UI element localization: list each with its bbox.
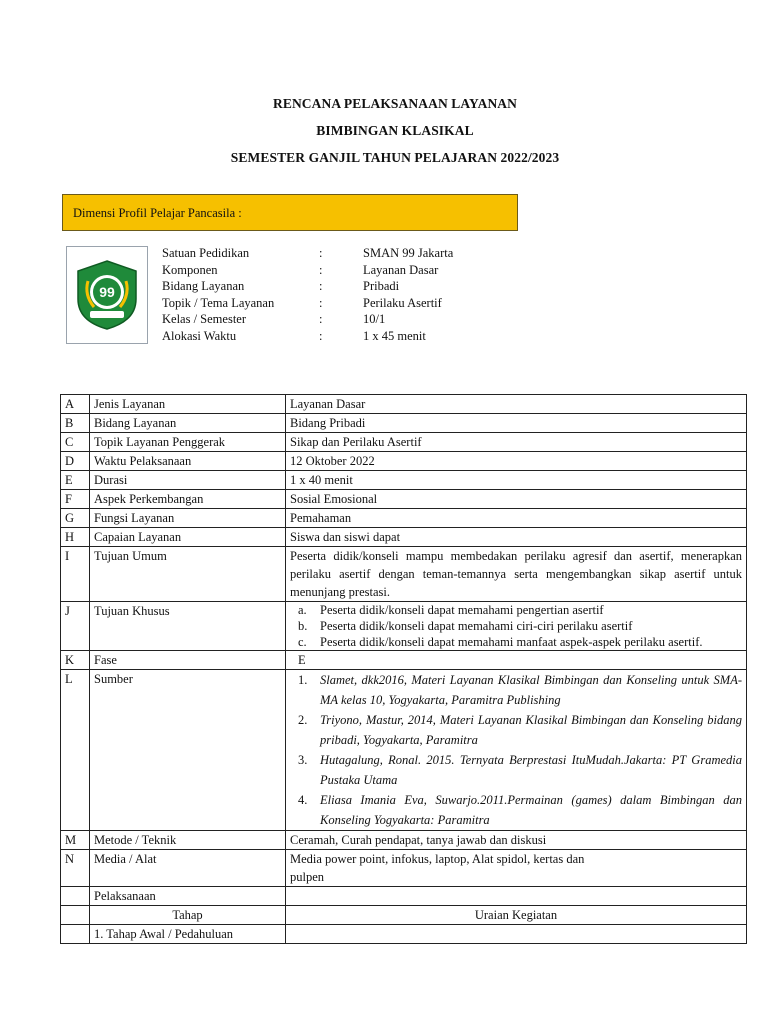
document-title: [0, 90, 768, 171]
table-row: B Bidang Layanan Bidang Pribadi: [61, 414, 747, 433]
table-row: E Durasi 1 x 40 menit: [61, 471, 747, 490]
list-item: 4. Eliasa Imania Eva, Suwarjo.2011.Permainan (games) dalam Bimbingan dan Konseling Yogyakarta: Paramitra: [298, 793, 742, 827]
list-item: c. Peserta didik/konseli dapat memahami manfaat aspek-aspek perilaku asertif.: [298, 635, 703, 649]
table-row-header: Tahap Uraian Kegiatan: [61, 906, 747, 925]
table-row: N Media / Alat Media power point, infokus, laptop, Alat spidol, kertas dan pulpen: [61, 850, 747, 887]
title-line-2: BIMBINGAN KLASIKAL: [316, 123, 474, 138]
table-row: G Fungsi Layanan Pemahaman: [61, 509, 747, 528]
profil-pelajar-box: [62, 194, 518, 231]
school-logo: [66, 246, 148, 344]
table-row: A Jenis Layanan Layanan Dasar: [61, 395, 747, 414]
table-row: 1. Tahap Awal / Pedahuluan: [61, 925, 747, 944]
school-emblem-icon: [74, 259, 140, 331]
table-row-sumber: L Sumber 1. Slamet, dkk2016, Materi Layanan Klasikal Bimbingan dan Konseling untuk SMA-MA kelas 10, Yogyakarta, Paramitra Publishing 2. Triyono, Mastur, 2014, Materi Layanan Klasikal Bimbingan dan Konseling bidang pribadi, Yogyakarta, Paramitra 3. Hutagalung, Ronal. 2015. Ternyata Berprestasi ItuMudah.Jakarta: PT Gramedia Pustaka Utama 4. Eliasa Imania Eva, Suwarjo.2011.Permainan (games) dalam Bimbingan dan Konseling Yogyakarta: Paramitra: [61, 670, 747, 831]
svg-text:99: 99: [99, 284, 115, 300]
table-row: H Capaian Layanan Siswa dan siswi dapat: [61, 528, 747, 547]
list-item: a. Peserta didik/konseli dapat memahami pengertian asertif: [298, 603, 604, 617]
rpl-table: [60, 394, 747, 944]
list-item: b. Peserta didik/konseli dapat memahami ciri-ciri perilaku asertif: [298, 619, 633, 633]
profil-pelajar-label: Dimensi Profil Pelajar Pancasila :: [73, 206, 242, 220]
sumber-list: [290, 670, 742, 830]
table-row: M Metode / Teknik Ceramah, Curah pendapat, tanya jawab dan diskusi: [61, 831, 747, 850]
table-row-pelaksanaan: Pelaksanaan: [61, 887, 747, 906]
table-row: I Tujuan Umum Peserta didik/konseli mampu membedakan perilaku agresif dan asertif, menerapkan perilaku asertif dengan teman-temannya serta mengembangkan sikap asertif untuk menunjang prestasi.: [61, 547, 747, 602]
title-line-1: RENCANA PELAKSANAAN LAYANAN: [273, 96, 517, 111]
table-row: F Aspek Perkembangan Sosial Emosional: [61, 490, 747, 509]
list-item: 2. Triyono, Mastur, 2014, Materi Layanan Klasikal Bimbingan dan Konseling bidang pribadi, Yogyakarta, Paramitra: [298, 713, 742, 747]
table-row: C Topik Layanan Penggerak Sikap dan Perilaku Asertif: [61, 433, 747, 452]
title-line-3: SEMESTER GANJIL TAHUN PELAJARAN 2022/2023: [230, 150, 560, 165]
list-item: 1. Slamet, dkk2016, Materi Layanan Klasikal Bimbingan dan Konseling untuk SMA-MA kelas 10, Yogyakarta, Paramitra Publishing: [298, 673, 742, 707]
table-row-tujuan-khusus: J Tujuan Khusus a. Peserta didik/konseli dapat memahami pengertian asertif b. Peserta didik/konseli dapat memahami ciri-ciri perilaku asertif c. Peserta didik/konseli dapat memahami manfaat aspek-aspek perilaku asertif.: [61, 602, 747, 651]
table-row: D Waktu Pelaksanaan 12 Oktober 2022: [61, 452, 747, 471]
tujuan-khusus-list: [290, 602, 742, 650]
list-item: 3. Hutagalung, Ronal. 2015. Ternyata Berprestasi ItuMudah.Jakarta: PT Gramedia Pustaka Utama: [298, 753, 742, 787]
table-row: K Fase E: [61, 651, 747, 670]
